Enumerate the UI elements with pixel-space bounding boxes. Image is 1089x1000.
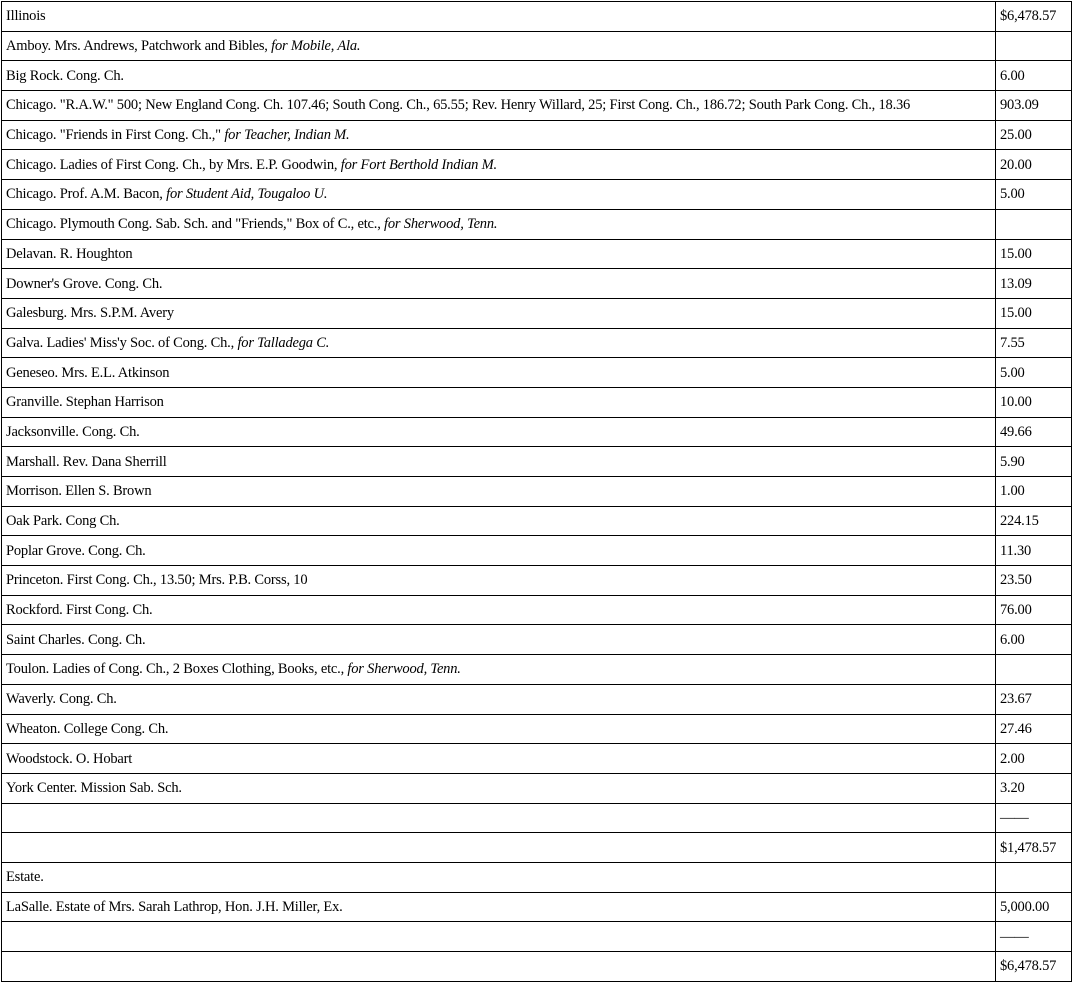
entry-text: Marshall. Rev. Dana Sherrill — [6, 453, 167, 470]
section-title: Illinois — [2, 2, 996, 32]
table-row — [2, 91, 1072, 121]
entry-description — [2, 655, 996, 685]
entry-text: Woodstock. O. Hobart — [6, 750, 133, 767]
section-header-row — [2, 2, 1072, 32]
entry-designation: for Talladega C. — [237, 334, 330, 351]
entry-amount: 903.09 — [996, 91, 1072, 121]
entry-designation: for Sherwood, Tenn. — [347, 661, 461, 678]
estate-amount: 5,000.00 — [996, 892, 1072, 922]
section-total: $6,478.57 — [996, 2, 1072, 32]
entry-text: Chicago. Prof. A.M. Bacon, — [6, 186, 167, 203]
entry-amount: 15.00 — [996, 298, 1072, 328]
donations-ledger-table — [1, 1, 1072, 982]
entry-text: Galesburg. Mrs. S.P.M. Avery — [6, 305, 174, 322]
entry-designation: for Teacher, Indian M. — [224, 127, 350, 144]
entry-text: Geneseo. Mrs. E.L. Atkinson — [6, 364, 170, 381]
entry-amount: 76.00 — [996, 595, 1072, 625]
table-row — [2, 298, 1072, 328]
entry-amount: 11.30 — [996, 536, 1072, 566]
entry-text: Oak Park. Cong Ch. — [6, 513, 120, 530]
entry-description — [2, 269, 996, 299]
table-row — [2, 417, 1072, 447]
entry-amount — [996, 209, 1072, 239]
entry-description — [2, 150, 996, 180]
estate-row — [2, 892, 1072, 922]
table-row — [2, 180, 1072, 210]
table-row — [2, 269, 1072, 299]
grand-total-rule-spacer — [2, 922, 996, 952]
entry-description — [2, 773, 996, 803]
entry-amount: 15.00 — [996, 239, 1072, 269]
entry-text: Granville. Stephan Harrison — [6, 394, 164, 411]
entry-text: Downer's Grove. Cong. Ch. — [6, 275, 163, 292]
entry-description — [2, 387, 996, 417]
entry-amount: 7.55 — [996, 328, 1072, 358]
table-row — [2, 506, 1072, 536]
entry-designation: for Mobile, Ala. — [271, 38, 361, 55]
entry-amount: 27.46 — [996, 714, 1072, 744]
table-row — [2, 31, 1072, 61]
entry-amount: 2.00 — [996, 744, 1072, 774]
table-row — [2, 209, 1072, 239]
entry-description — [2, 91, 996, 121]
entry-description — [2, 120, 996, 150]
entry-description — [2, 417, 996, 447]
entry-description — [2, 328, 996, 358]
subtotal-rule-spacer — [2, 803, 996, 833]
entry-text: Delavan. R. Houghton — [6, 245, 133, 262]
entry-amount: 23.50 — [996, 566, 1072, 596]
subtotal-amount: $1,478.57 — [996, 833, 1072, 863]
entry-text: Chicago. Ladies of First Cong. Ch., by Mrs. E.P. Goodwin, — [6, 156, 341, 173]
table-row — [2, 773, 1072, 803]
entry-text: Saint Charles. Cong. Ch. — [6, 631, 146, 648]
entry-amount: 13.09 — [996, 269, 1072, 299]
estate-title-amount-cell — [996, 862, 1072, 892]
grand-total-spacer — [2, 952, 996, 982]
entry-designation: for Fort Berthold Indian M. — [340, 156, 497, 173]
entry-description — [2, 239, 996, 269]
entry-text: Chicago. "Friends in First Cong. Ch.," — [6, 127, 225, 144]
table-row — [2, 744, 1072, 774]
ledger-body — [2, 2, 1072, 982]
subtotal-spacer — [2, 833, 996, 863]
entry-description — [2, 684, 996, 714]
subtotal-row — [2, 833, 1072, 863]
entry-description — [2, 595, 996, 625]
entry-description — [2, 180, 996, 210]
table-row — [2, 447, 1072, 477]
entry-amount: 10.00 — [996, 387, 1072, 417]
entry-text: Big Rock. Cong. Ch. — [6, 67, 124, 84]
entry-amount: 224.15 — [996, 506, 1072, 536]
entry-description — [2, 447, 996, 477]
entry-text: Chicago. Plymouth Cong. Sab. Sch. and "Friends," Box of C., etc., — [6, 216, 385, 233]
entry-amount: 5.90 — [996, 447, 1072, 477]
table-row — [2, 328, 1072, 358]
table-row — [2, 536, 1072, 566]
subtotal-rule: —— — [996, 803, 1072, 833]
entry-description — [2, 536, 996, 566]
entry-amount — [996, 31, 1072, 61]
entry-description — [2, 209, 996, 239]
entry-text: Waverly. Cong. Ch. — [6, 691, 117, 708]
table-row — [2, 714, 1072, 744]
entry-amount — [996, 655, 1072, 685]
table-row — [2, 61, 1072, 91]
entry-text: Toulon. Ladies of Cong. Ch., 2 Boxes Clothing, Books, etc., — [6, 661, 348, 678]
entry-text: Poplar Grove. Cong. Ch. — [6, 542, 146, 559]
table-row — [2, 595, 1072, 625]
entry-text: Galva. Ladies' Miss'y Soc. of Cong. Ch., — [6, 334, 238, 351]
entry-amount: 1.00 — [996, 477, 1072, 507]
entry-description — [2, 298, 996, 328]
entry-amount: 5.00 — [996, 180, 1072, 210]
entry-text: Morrison. Ellen S. Brown — [6, 483, 152, 500]
entry-amount: 5.00 — [996, 358, 1072, 388]
entry-text: Chicago. "R.A.W." 500; New England Cong. Ch. 107.46; South Cong. Ch., 65.55; Rev. Henry Willard, 25; First Cong. Ch., 186.72; South Park Cong. Ch., 18.36 — [6, 97, 911, 114]
entry-description — [2, 566, 996, 596]
entry-description — [2, 61, 996, 91]
grand-total-rule-row — [2, 922, 1072, 952]
entry-text: Jacksonville. Cong. Ch. — [6, 423, 140, 440]
table-row — [2, 358, 1072, 388]
table-row — [2, 566, 1072, 596]
entry-description — [2, 31, 996, 61]
entry-text: Rockford. First Cong. Ch. — [6, 602, 153, 619]
entry-amount: 6.00 — [996, 61, 1072, 91]
entry-text: Princeton. First Cong. Ch., 13.50; Mrs. P.B. Corss, 10 — [6, 572, 308, 589]
table-row — [2, 477, 1072, 507]
entry-amount: 6.00 — [996, 625, 1072, 655]
table-row — [2, 655, 1072, 685]
grand-total-amount: $6,478.57 — [996, 952, 1072, 982]
entry-designation: for Sherwood, Tenn. — [384, 216, 498, 233]
table-row — [2, 120, 1072, 150]
entry-text: Wheaton. College Cong. Ch. — [6, 720, 169, 737]
subtotal-rule-row — [2, 803, 1072, 833]
entry-description — [2, 714, 996, 744]
table-row — [2, 150, 1072, 180]
entry-description — [2, 744, 996, 774]
grand-total-row — [2, 952, 1072, 982]
entry-amount: 25.00 — [996, 120, 1072, 150]
entry-text: Amboy. Mrs. Andrews, Patchwork and Bibles, — [6, 38, 272, 55]
entry-description — [2, 358, 996, 388]
entry-description — [2, 625, 996, 655]
entry-designation: for Student Aid, Tougaloo U. — [166, 186, 328, 203]
table-row — [2, 684, 1072, 714]
table-row — [2, 239, 1072, 269]
estate-header-row — [2, 862, 1072, 892]
table-row — [2, 387, 1072, 417]
entry-amount: 20.00 — [996, 150, 1072, 180]
table-row — [2, 625, 1072, 655]
entry-text: York Center. Mission Sab. Sch. — [6, 780, 182, 797]
entry-description — [2, 506, 996, 536]
entry-amount: 23.67 — [996, 684, 1072, 714]
grand-total-rule: —— — [996, 922, 1072, 952]
entry-description — [2, 477, 996, 507]
entry-amount: 3.20 — [996, 773, 1072, 803]
estate-title: Estate. — [2, 862, 996, 892]
estate-text: LaSalle. Estate of Mrs. Sarah Lathrop, Hon. J.H. Miller, Ex. — [2, 892, 996, 922]
entry-amount: 49.66 — [996, 417, 1072, 447]
